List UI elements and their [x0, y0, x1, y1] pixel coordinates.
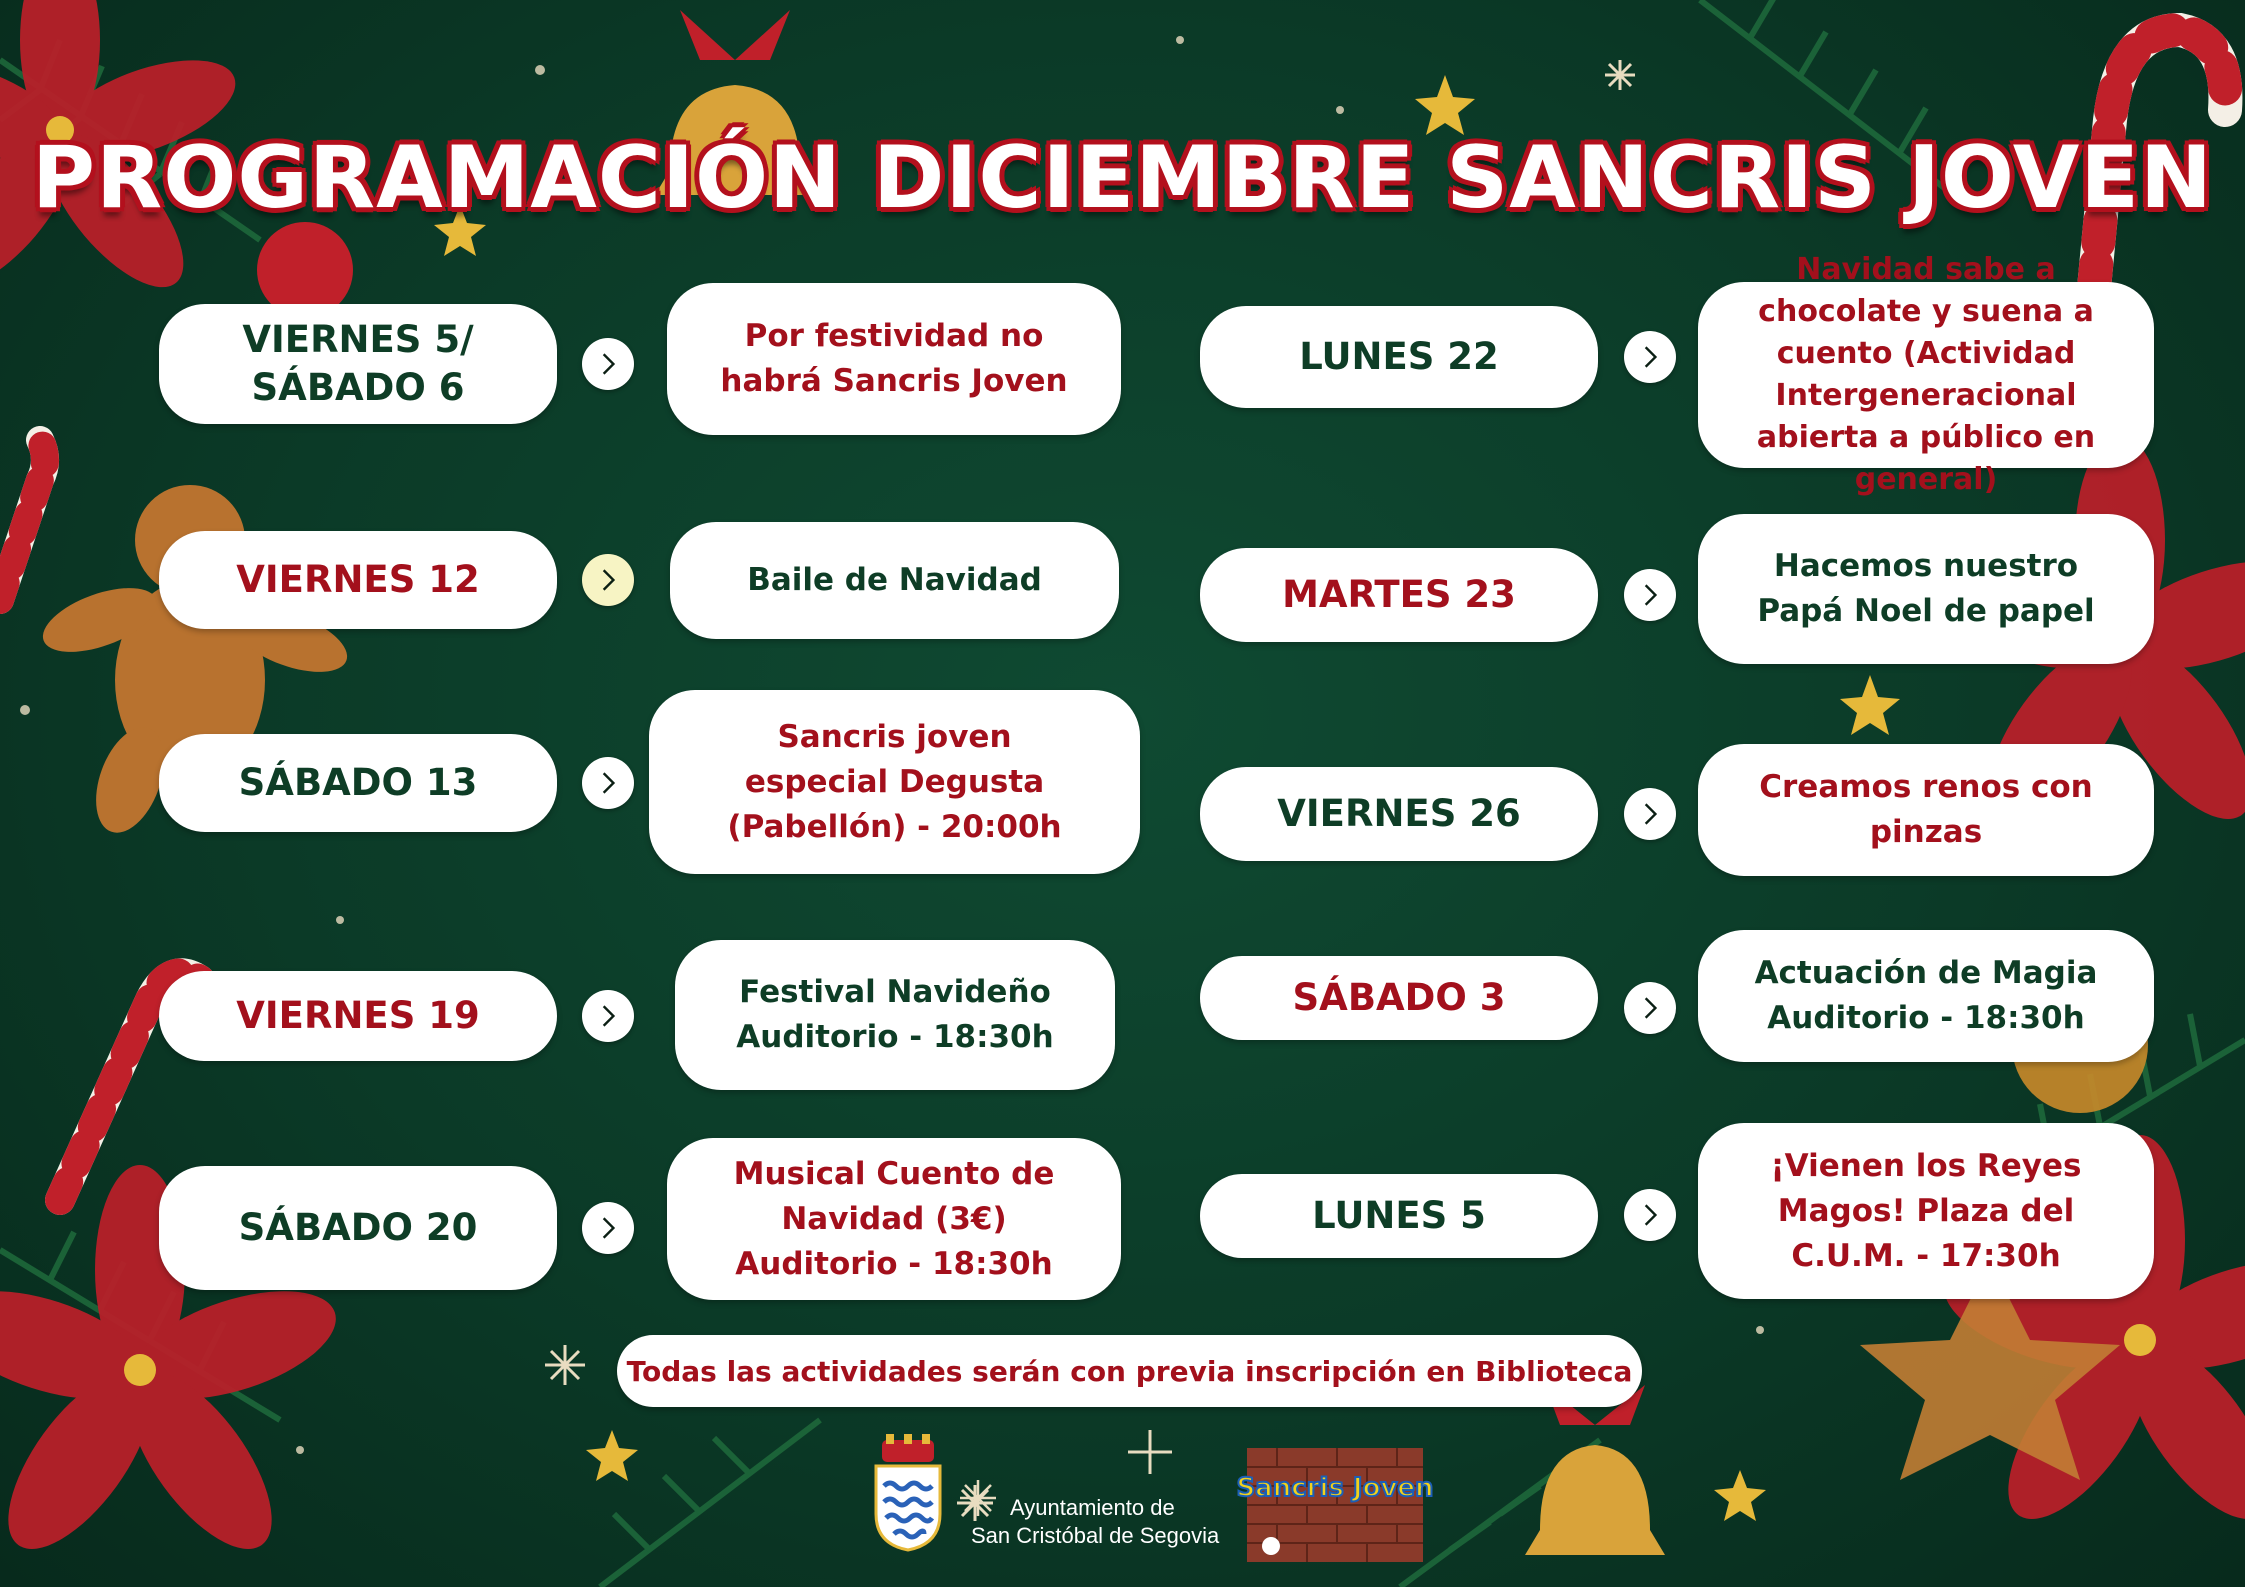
day-label: VIERNES 5/ SÁBADO 6	[159, 304, 557, 424]
chevron-right-icon	[582, 990, 634, 1042]
day-label: SÁBADO 20	[159, 1166, 557, 1290]
day-label: SÁBADO 13	[159, 734, 557, 832]
day-label: MARTES 23	[1200, 548, 1598, 642]
chevron-right-icon	[582, 1202, 634, 1254]
activity-label: Actuación de Magia Auditorio - 18:30h	[1698, 930, 2154, 1062]
activity-label: Baile de Navidad	[670, 522, 1119, 639]
chevron-right-icon	[582, 554, 634, 606]
chevron-right-icon	[582, 757, 634, 809]
day-label: SÁBADO 3	[1200, 956, 1598, 1040]
day-label: LUNES 22	[1200, 306, 1598, 408]
footer-line-1: Ayuntamiento de	[1010, 1495, 1175, 1520]
activity-label: Navidad sabe a chocolate y suena a cuento (Actividad Intergeneracional abierta a público en general)	[1698, 282, 2154, 468]
chevron-right-icon	[1624, 569, 1676, 621]
chevron-right-icon	[1624, 331, 1676, 383]
page-title: PROGRAMACIÓN DICIEMBRE SANCRIS JOVEN	[31, 128, 2214, 228]
svg-text:Sancris Joven: Sancris Joven	[1236, 1473, 1434, 1503]
activity-label: Creamos renos con pinzas	[1698, 744, 2154, 876]
municipal-coat-of-arms	[872, 1434, 944, 1552]
activity-label: Hacemos nuestro Papá Noel de papel	[1698, 514, 2154, 664]
sancris-joven-logo	[1236, 1448, 1434, 1562]
registration-note: Todas las actividades serán con previa inscripción en Biblioteca	[617, 1335, 1642, 1407]
chevron-right-icon	[582, 338, 634, 390]
activity-label: Festival Navideño Auditorio - 18:30h	[675, 940, 1115, 1090]
activity-label: Por festividad no habrá Sancris Joven	[667, 283, 1121, 435]
chevron-right-icon	[1624, 1189, 1676, 1241]
chevron-right-icon	[1624, 982, 1676, 1034]
activity-label: ¡Vienen los Reyes Magos! Plaza del C.U.M. - 17:30h	[1698, 1123, 2154, 1299]
day-label: VIERNES 12	[159, 531, 557, 629]
chevron-right-icon	[1624, 788, 1676, 840]
activity-label: Musical Cuento de Navidad (3€) Auditorio - 18:30h	[667, 1138, 1121, 1300]
sparkle-icon	[958, 1478, 998, 1518]
day-label: VIERNES 19	[159, 971, 557, 1061]
day-label: VIERNES 26	[1200, 767, 1598, 861]
footer-line-2: San Cristóbal de Segovia	[971, 1523, 1220, 1548]
day-label: LUNES 5	[1200, 1174, 1598, 1258]
activity-label: Sancris joven especial Degusta (Pabellón) - 20:00h	[649, 690, 1140, 874]
